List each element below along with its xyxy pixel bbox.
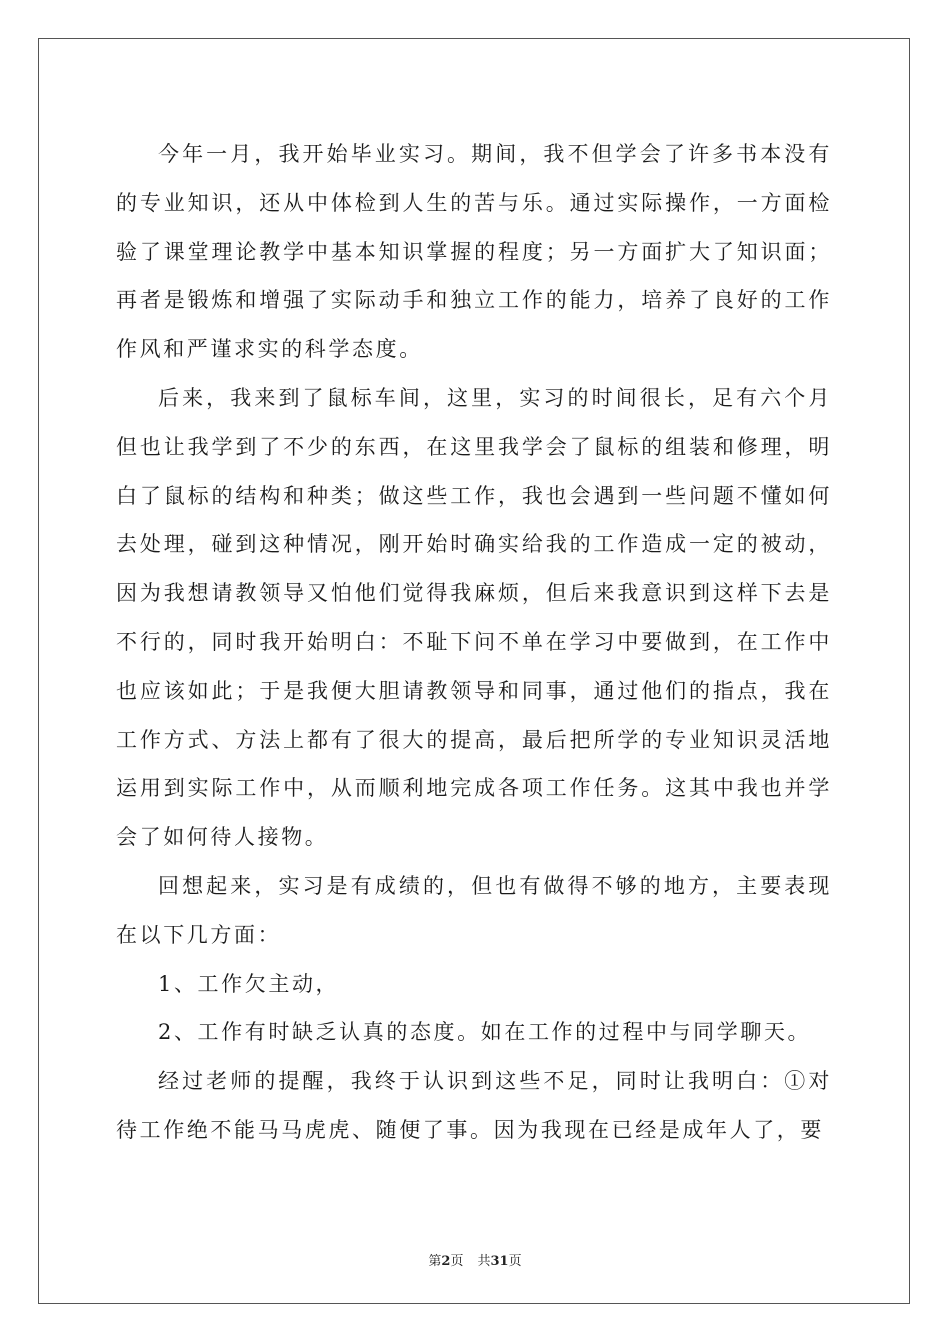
paragraph-5: 2、工作有时缺乏认真的态度。如在工作的过程中与同学聊天。 (158, 1020, 812, 1045)
document-body (116, 130, 832, 1155)
page-prefix: 第 (428, 1254, 442, 1269)
page-unit: 页 (450, 1254, 464, 1269)
paragraph-1: 今年一月，我开始毕业实习。期间，我不但学会了许多书本没有的专业知识，还从中体检到人生的苦与乐。通过实际操作，一方面检验了课堂理论教学中基本知识掌握的程度；另一方面扩大了知识面；再者是锻炼和增强了实际动手和独立工作的能力，培养了良好的工作作风和严谨求实的科学态度。 (116, 142, 832, 362)
paragraph-4: 1、工作欠主动， (158, 971, 340, 996)
total-unit: 页 (508, 1254, 522, 1269)
page-footer (0, 1250, 950, 1269)
total-prefix: 共 (477, 1254, 491, 1269)
page-number: 2 (441, 1254, 451, 1269)
paragraph-3: 回想起来，实习是有成绩的，但也有做得不够的地方，主要表现在以下几方面： (116, 873, 832, 947)
page-total: 31 (490, 1254, 509, 1269)
paragraph-6: 经过老师的提醒，我终于认识到这些不足，同时让我明白：①对待工作绝不能马马虎虎、随便了事。因为我现在已经是成年人了，要 (116, 1069, 832, 1142)
paragraph-2: 后来，我来到了鼠标车间，这里，实习的时间很长，足有六个月但也让我学到了不少的东西，在这里我学会了鼠标的组装和修理，明白了鼠标的结构和种类；做这些工作，我也会遇到一些问题不懂如何去处理，碰到这种情况，刚开始时确实给我的工作造成一定的被动，因为我想请教领导又怕他们觉得我麻烦，但后来我意识到这样下去是不行的，同时我开始明白：不耻下问不单在学习中要做到，在工作中也应该如此；于是我便大胆请教领导和同事，通过他们的指点，我在工作方式、方法上都有了很大的提高，最后把所学的专业知识灵活地运用到实际工作中，从而顺利地完成各项工作任务。这其中我也并学会了如何待人接物。 (116, 385, 832, 850)
